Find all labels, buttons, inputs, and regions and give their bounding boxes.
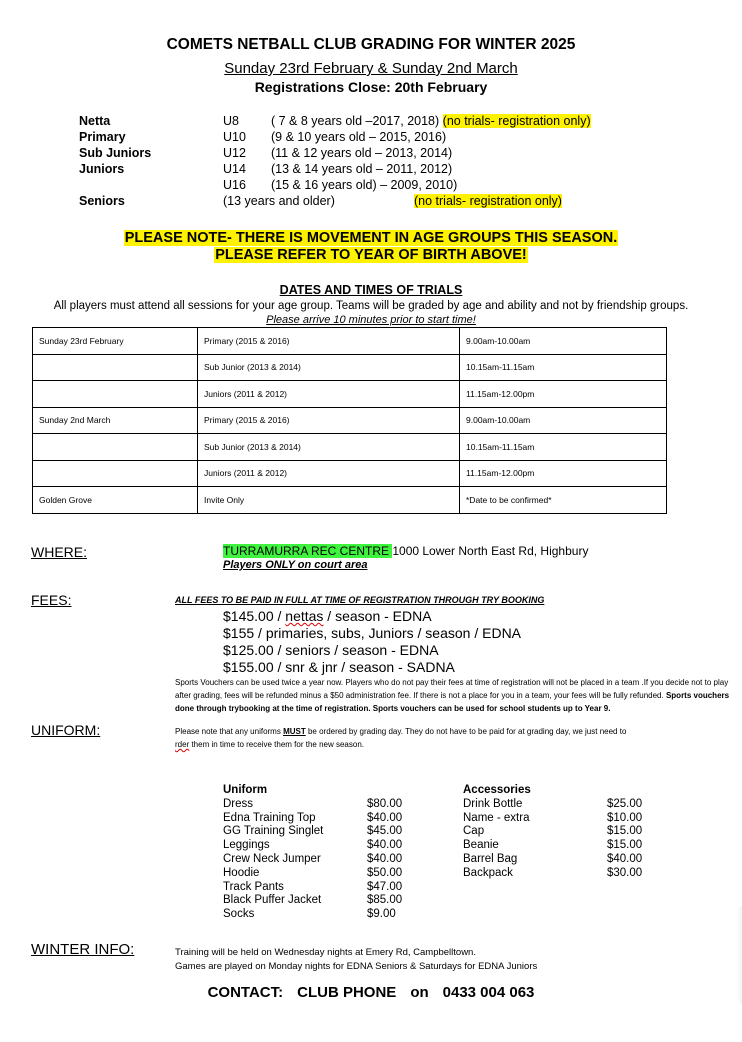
trial-day: Sunday 23rd February xyxy=(33,328,198,355)
trial-time: 11.15am-12.00pm xyxy=(460,460,667,487)
age-group-desc: (13 & 14 years old – 2011, 2012) xyxy=(271,162,453,176)
table-row xyxy=(33,407,667,434)
page-edge-shadow xyxy=(736,905,742,1005)
trial-group: Sub Junior (2013 & 2014) xyxy=(198,354,460,381)
accessories-heading: Accessories xyxy=(463,784,531,796)
trial-group: Primary (2015 & 2016) xyxy=(198,328,460,355)
trial-group: Primary (2015 & 2016) xyxy=(198,407,460,434)
trial-group: Juniors (2011 & 2012) xyxy=(198,460,460,487)
winter-info-label: WINTER INFO: xyxy=(31,941,135,958)
list-item: GG Training Singlet xyxy=(223,825,324,837)
item-price: $30.00 xyxy=(607,867,643,879)
contact-line: CONTACT: CLUB PHONE on 0433 004 063 xyxy=(207,984,535,1001)
list-item: Beanie xyxy=(463,839,499,851)
item-price: $40.00 xyxy=(367,853,403,865)
contact-phone: 0433 004 063 xyxy=(442,984,535,1001)
age-group-desc: (13 years and older) xyxy=(223,194,335,208)
winter-line: Training will be held on Wednesday nights at Emery Rd, Campbelltown. xyxy=(175,947,476,958)
trials-table xyxy=(32,327,667,514)
age-group-desc: (11 & 12 years old – 2013, 2014) xyxy=(271,146,453,160)
trial-day: Golden Grove xyxy=(33,487,198,514)
grading-dates: Sunday 23rd February & Sunday 2nd March xyxy=(224,60,518,77)
uniform-label: UNIFORM: xyxy=(31,722,101,738)
age-notice-line1: PLEASE NOTE- THERE IS MOVEMENT IN AGE GROUPS THIS SEASON. xyxy=(124,230,618,246)
trial-group: Sub Junior (2013 & 2014) xyxy=(198,434,460,461)
item-price: $15.00 xyxy=(607,839,643,851)
age-group-desc: ( 7 & 8 years old –2017, 2018) (no trials- registration only) xyxy=(271,114,591,128)
contact-label: CONTACT: xyxy=(207,984,284,1001)
where-venue-line xyxy=(223,544,588,558)
registrations-close: Registrations Close: 20th February xyxy=(254,79,488,95)
fees-heading: ALL FEES TO BE PAID IN FULL AT TIME OF REGISTRATION THROUGH TRY BOOKING xyxy=(175,595,545,605)
list-item: Name - extra xyxy=(463,812,530,824)
list-item: Socks xyxy=(223,908,255,920)
table-row xyxy=(33,381,667,408)
table-row xyxy=(33,487,667,514)
list-item: Leggings xyxy=(223,839,270,851)
trial-time: 10.15am-11.15am xyxy=(460,434,667,461)
item-price: $10.00 xyxy=(607,812,643,824)
item-price: $40.00 xyxy=(607,853,643,865)
winter-line: Games are played on Monday nights for EDNA Seniors & Saturdays for EDNA Juniors xyxy=(175,961,538,972)
no-trials-note: (no trials- registration only) xyxy=(414,194,562,208)
fee-line: $125.00 / seniors / season - EDNA xyxy=(223,642,439,658)
uniform-heading: Uniform xyxy=(223,784,268,796)
trials-subheading: All players must attend all sessions for your age group. Teams will be graded by age and ability and not by friendship groups. xyxy=(53,300,689,312)
trial-day xyxy=(33,381,198,408)
table-row xyxy=(33,328,667,355)
age-group-name: Primary xyxy=(79,130,126,144)
list-item: Track Pants xyxy=(223,881,284,893)
list-item: Barrel Bag xyxy=(463,853,518,865)
trial-time: 11.15am-12.00pm xyxy=(460,381,667,408)
age-group-name: Juniors xyxy=(79,162,125,176)
age-group-code: U10 xyxy=(223,130,246,144)
item-price: $40.00 xyxy=(367,839,403,851)
list-item: Crew Neck Jumper xyxy=(223,853,321,865)
item-price: $85.00 xyxy=(367,894,403,906)
item-price: $50.00 xyxy=(367,867,403,879)
list-item: Black Puffer Jacket xyxy=(223,894,322,906)
trial-day: Sunday 2nd March xyxy=(33,407,198,434)
trial-group: Invite Only xyxy=(198,487,460,514)
no-trials-note: (no trials- registration only) xyxy=(442,114,591,128)
age-group-name: Netta xyxy=(79,114,111,128)
list-item: Edna Training Top xyxy=(223,812,316,824)
trial-group: Juniors (2011 & 2012) xyxy=(198,381,460,408)
fees-details: Sports Vouchers can be used twice a year now. Players who do not pay their fees at time of registration will not be placed in a team .If you decide not to play after grading, fees will be refunded minus a $50 administration fee. If there is not a place for you in a team, your fees will be fully refunded. Sports vouchers done through trybooking at the time of registration. Sports vouchers can be used for school students up to Year 9. xyxy=(175,678,730,713)
age-group-code: U12 xyxy=(223,146,246,160)
list-item: Hoodie xyxy=(223,867,260,879)
venue-name: TURRAMURRA REC CENTRE xyxy=(223,544,393,558)
item-price: $40.00 xyxy=(367,812,403,824)
fee-line: $145.00 / nettas / season - EDNA xyxy=(223,608,432,624)
fee-line: $155 / primaries, subs, Juniors / season / EDNA xyxy=(223,625,522,641)
list-item: Dress xyxy=(223,798,254,810)
trial-day xyxy=(33,434,198,461)
table-row xyxy=(33,460,667,487)
item-price: $45.00 xyxy=(367,825,403,837)
item-price: $9.00 xyxy=(367,908,396,920)
age-group-name: Sub Juniors xyxy=(79,146,152,160)
trial-day xyxy=(33,354,198,381)
table-row xyxy=(33,354,667,381)
age-notice-line2: PLEASE REFER TO YEAR OF BIRTH ABOVE! xyxy=(215,247,527,263)
contact-text: CLUB PHONE xyxy=(297,984,397,1001)
age-group-desc: (15 & 16 years old) – 2009, 2010) xyxy=(271,178,458,192)
age-group-desc: (9 & 10 years old – 2015, 2016) xyxy=(271,130,447,144)
item-price: $15.00 xyxy=(607,825,643,837)
age-group-code: U8 xyxy=(223,114,239,128)
trial-time: 9.00am-10.00am xyxy=(460,407,667,434)
list-item: Backpack xyxy=(463,867,513,879)
venue-address: 1000 Lower North East Rd, Highbury xyxy=(392,544,589,558)
page-title: COMETS NETBALL CLUB GRADING FOR WINTER 2025 xyxy=(166,36,576,53)
uniform-note: Please note that any uniforms MUST be ordered by grading day. They do not have to be paid for at grading day, we just need to rder them in time to receive them for the new season. xyxy=(175,727,627,749)
trial-time: 9.00am-10.00am xyxy=(460,328,667,355)
trials-heading: DATES AND TIMES OF TRIALS xyxy=(279,283,463,297)
venue-note: Players ONLY on court area xyxy=(223,559,368,571)
table-row xyxy=(33,434,667,461)
age-group-name: Seniors xyxy=(79,194,125,208)
item-price: $80.00 xyxy=(367,798,403,810)
where-label: WHERE: xyxy=(31,544,87,560)
fee-line: $155.00 / snr & jnr / season - SADNA xyxy=(223,659,455,675)
arrive-note: Please arrive 10 minutes prior to start time! xyxy=(266,314,476,326)
age-group-code: U14 xyxy=(223,162,246,176)
fees-label: FEES: xyxy=(31,592,72,608)
item-price: $25.00 xyxy=(607,798,643,810)
trial-day xyxy=(33,460,198,487)
list-item: Drink Bottle xyxy=(463,798,523,810)
trial-time: 10.15am-11.15am xyxy=(460,354,667,381)
trial-time: *Date to be confirmed* xyxy=(460,487,667,514)
list-item: Cap xyxy=(463,825,485,837)
age-group-code: U16 xyxy=(223,178,246,192)
item-price: $47.00 xyxy=(367,881,403,893)
